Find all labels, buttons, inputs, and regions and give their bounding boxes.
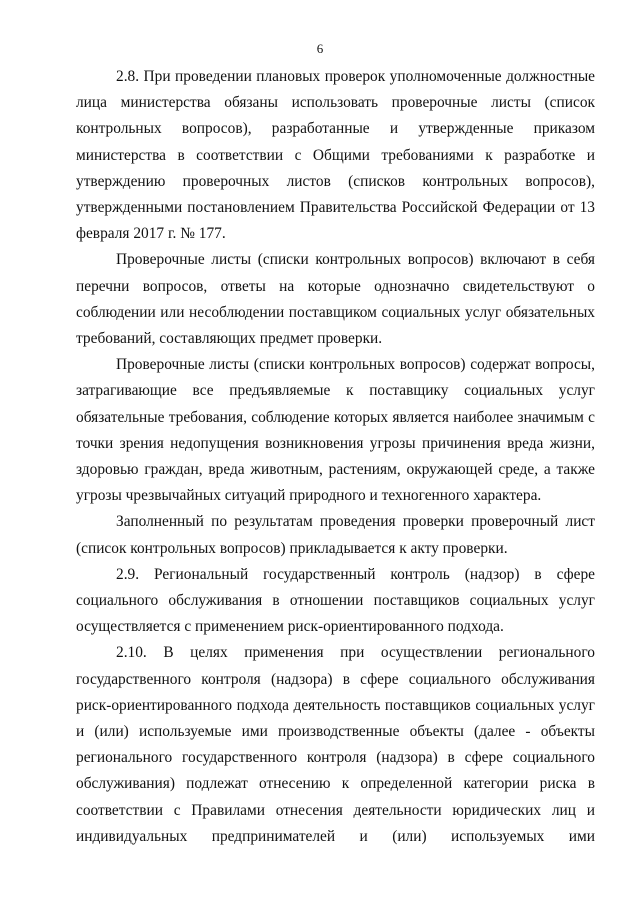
paragraph-checklists-content: Проверочные листы (списки контрольных вопросов) включают в себя перечни вопросов, ответы на которые однозначно свидетельствуют о соблюдении или несоблюдении поставщиком социальных услуг обязательных требований, составляющих предмет проверки. <box>76 251 595 348</box>
paragraph-2-8: 2.8. При проведении плановых проверок уполномоченные должностные лица министерства обязаны использовать проверочные листы (список контрольных вопросов), разработанные и утвержденные приказом министерства в соответствии с Общими требованиями к разработке и утверждению проверочных листов (списков контрольных вопросов), утвержденными постановлением Правительства Российской Федерации от 13 февраля 2017 г. № 177. <box>76 68 595 243</box>
page-number: 6 <box>316 41 324 56</box>
paragraph-filled-checklist: Заполненный по результатам проведения проверки проверочный лист (список контрольных вопросов) прикладывается к акту проверки. <box>76 513 595 557</box>
document-body <box>76 64 595 850</box>
paragraph-2-10: 2.10. В целях применения при осуществлении регионального государственного контроля (надзора) в сфере социального обслуживания риск-ориентированного подхода деятельность поставщиков социальных услуг и (или) используемые ими производственные объекты (далее - объекты регионального государственного контроля (надзора) в сфере социального обслуживания) подлежат отнесению к определенной категории риска в соответствии с Правилами отнесения деятельности юридических лиц и индивидуальных предпринимателей и (или) используемых ими <box>76 644 595 845</box>
paragraph-2-9: 2.9. Региональный государственный контроль (надзор) в сфере социального обслуживания в отношении поставщиков социальных услуг осуществляется с применением риск-ориентированного подхода. <box>76 565 595 636</box>
paragraph-checklists-questions: Проверочные листы (списки контрольных вопросов) содержат вопросы, затрагивающие все предъявляемые к поставщику социальных услуг обязательные требования, соблюдение которых является наиболее значимым с точки зрения недопущения возникновения угрозы причинения вреда жизни, здоровью граждан, вреда животным, растениям, окружающей среде, а также угрозы чрезвычайных ситуаций природного и техногенного характера. <box>76 356 595 505</box>
